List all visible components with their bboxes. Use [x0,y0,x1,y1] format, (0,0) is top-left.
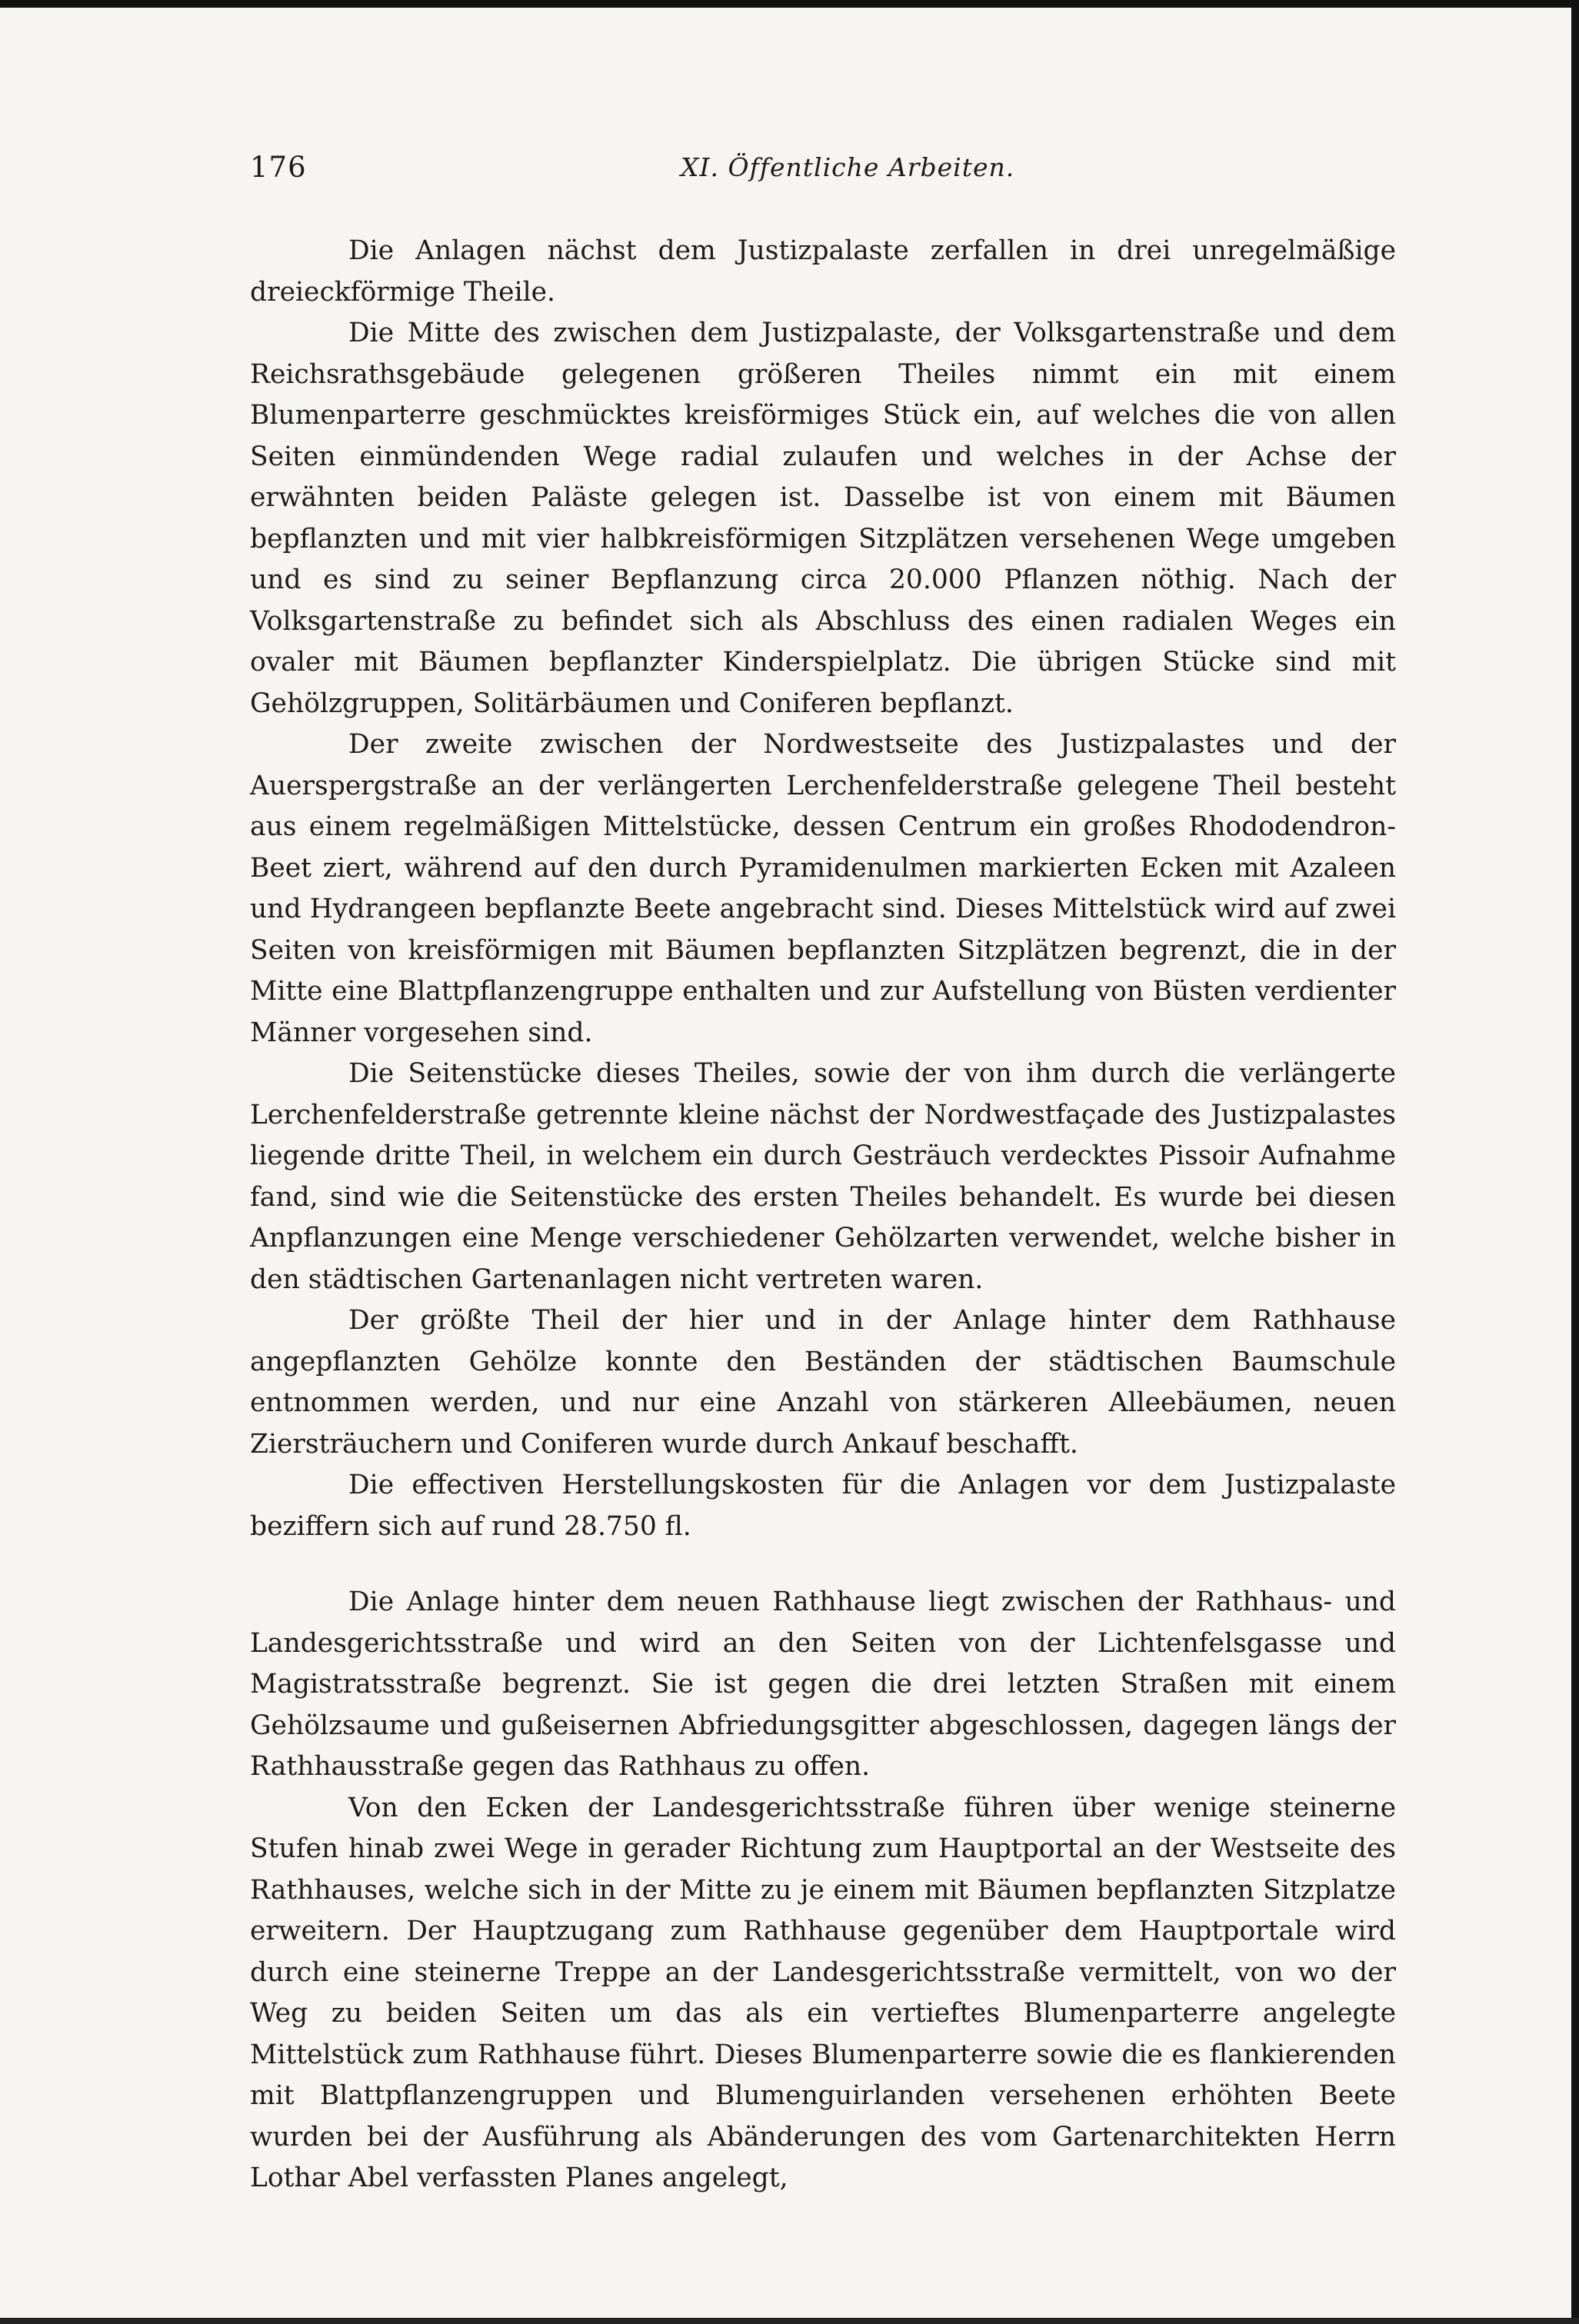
paragraph: Die Mitte des zwischen dem Justizpalaste, der Volksgartenstraße und dem Reichsrathsgebäude gelegenen größeren Theiles nimmt ein mit einem Blumenparterre geschmücktes kreisförmiges Stück ein, auf welches die von allen Seiten einmündenden Wege radial zulaufen und welches in der Achse der erwähnten beiden Paläste gelegen ist. Dasselbe ist von einem mit Bäumen bepflanzten und mit vier halbkreisförmigen Sitzplätzen versehenen Wege umgeben und es sind zu seiner Bepflanzung circa 20.000 Pflanzen nöthig. Nach der Volksgartenstraße zu befindet sich als Abschluss des einen radialen Weges ein ovaler mit Bäumen bepflanzter Kinderspielplatz. Die übrigen Stücke sind mit Gehölzgruppen, Solitärbäumen und Coniferen bepflanzt. [250,318,1396,719]
page-header [250,151,1396,197]
body-text [250,231,1396,2199]
scan-border-bottom [0,2318,1579,2324]
paragraph: Die Anlagen nächst dem Justizpalaste zerfallen in drei unregelmäßige dreieckförmige Theile. [250,235,1396,308]
paragraph: Der größte Theil der hier und in der Anlage hinter dem Rathhause angepflanzten Gehölze konnte den Beständen der städtischen Baumschule entnommen werden, und nur eine Anzahl von stärkeren Alleebäumen, neuen Ziersträuchern und Coniferen wurde durch Ankauf beschafft. [250,1305,1396,1460]
scan-border-right [1571,0,1579,2324]
page-number: 176 [250,151,307,184]
paragraph: Die Anlage hinter dem neuen Rathhause liegt zwischen der Rathhaus- und Landesgerichtsstraße und wird an den Seiten von der Lichtenfelsgasse und Magistratsstraße begrenzt. Sie ist gegen die drei letzten Straßen mit einem Gehölzsaume und gußeisernen Abfriedungsgitter abgeschlossen, dagegen längs der Rathhausstraße gegen das Rathhaus zu offen. [250,1587,1396,1782]
paragraph: Die Seitenstücke dieses Theiles, sowie der von ihm durch die verlängerte Lerchenfelderstraße getrennte kleine nächst der Nordwestfaçade des Justizpalastes liegende dritte Theil, in welchem ein durch Gesträuch verdecktes Pissoir Aufnahme fand, sind wie die Seitenstücke des ersten Theiles behandelt. Es wurde bei diesen Anpflanzungen eine Menge verschiedener Gehölzarten verwendet, welche bisher in den städtischen Gartenanlagen nicht vertreten waren. [250,1058,1396,1295]
paragraph: Die effectiven Herstellungskosten für die Anlagen vor dem Justizpalaste beziffern sich auf rund 28.750 fl. [250,1470,1396,1542]
scan-border-top [0,0,1579,8]
running-head: XI. Öffentliche Arbeiten. [681,152,1015,182]
paragraph: Der zweite zwischen der Nordwestseite des Justizpalastes und der Auerspergstraße an der verlängerten Lerchenfelderstraße gelegene Theil besteht aus einem regelmäßigen Mittelstücke, dessen Centrum ein großes Rhododendron-Beet ziert, während auf den durch Pyramidenulmen markierten Ecken mit Azaleen und Hydrangeen bepflanzte Beete angebracht sind. Dieses Mittelstück wird auf zwei Seiten von kreisförmigen mit Bäumen bepflanzten Sitzplätzen begrenzt, die in der Mitte eine Blattpflanzengruppe enthalten und zur Aufstellung von Büsten verdienter Männer vorgesehen sind. [250,729,1396,1048]
paragraph: Von den Ecken der Landesgerichtsstraße führen über wenige steinerne Stufen hinab zwei Wege in gerader Richtung zum Hauptportal an der Westseite des Rathhauses, welche sich in der Mitte zu je einem mit Bäumen bepflanzten Sitzplatze erweitern. Der Hauptzugang zum Rathhause gegenüber dem Hauptportale wird durch eine steinerne Treppe an der Landesgerichtsstraße vermittelt, von wo der Weg zu beiden Seiten um das als ein vertieftes Blumenparterre angelegte Mittelstück zum Rathhause führt. Dieses Blumenparterre sowie die es flankierenden mit Blattpflanzengruppen und Blumenguirlanden versehenen erhöhten Beete wurden bei der Ausführung als Abänderungen des vom Gartenarchitekten Herrn Lothar Abel verfassten Planes angelegt, [250,1792,1396,2193]
section-gap [250,1547,1396,1582]
